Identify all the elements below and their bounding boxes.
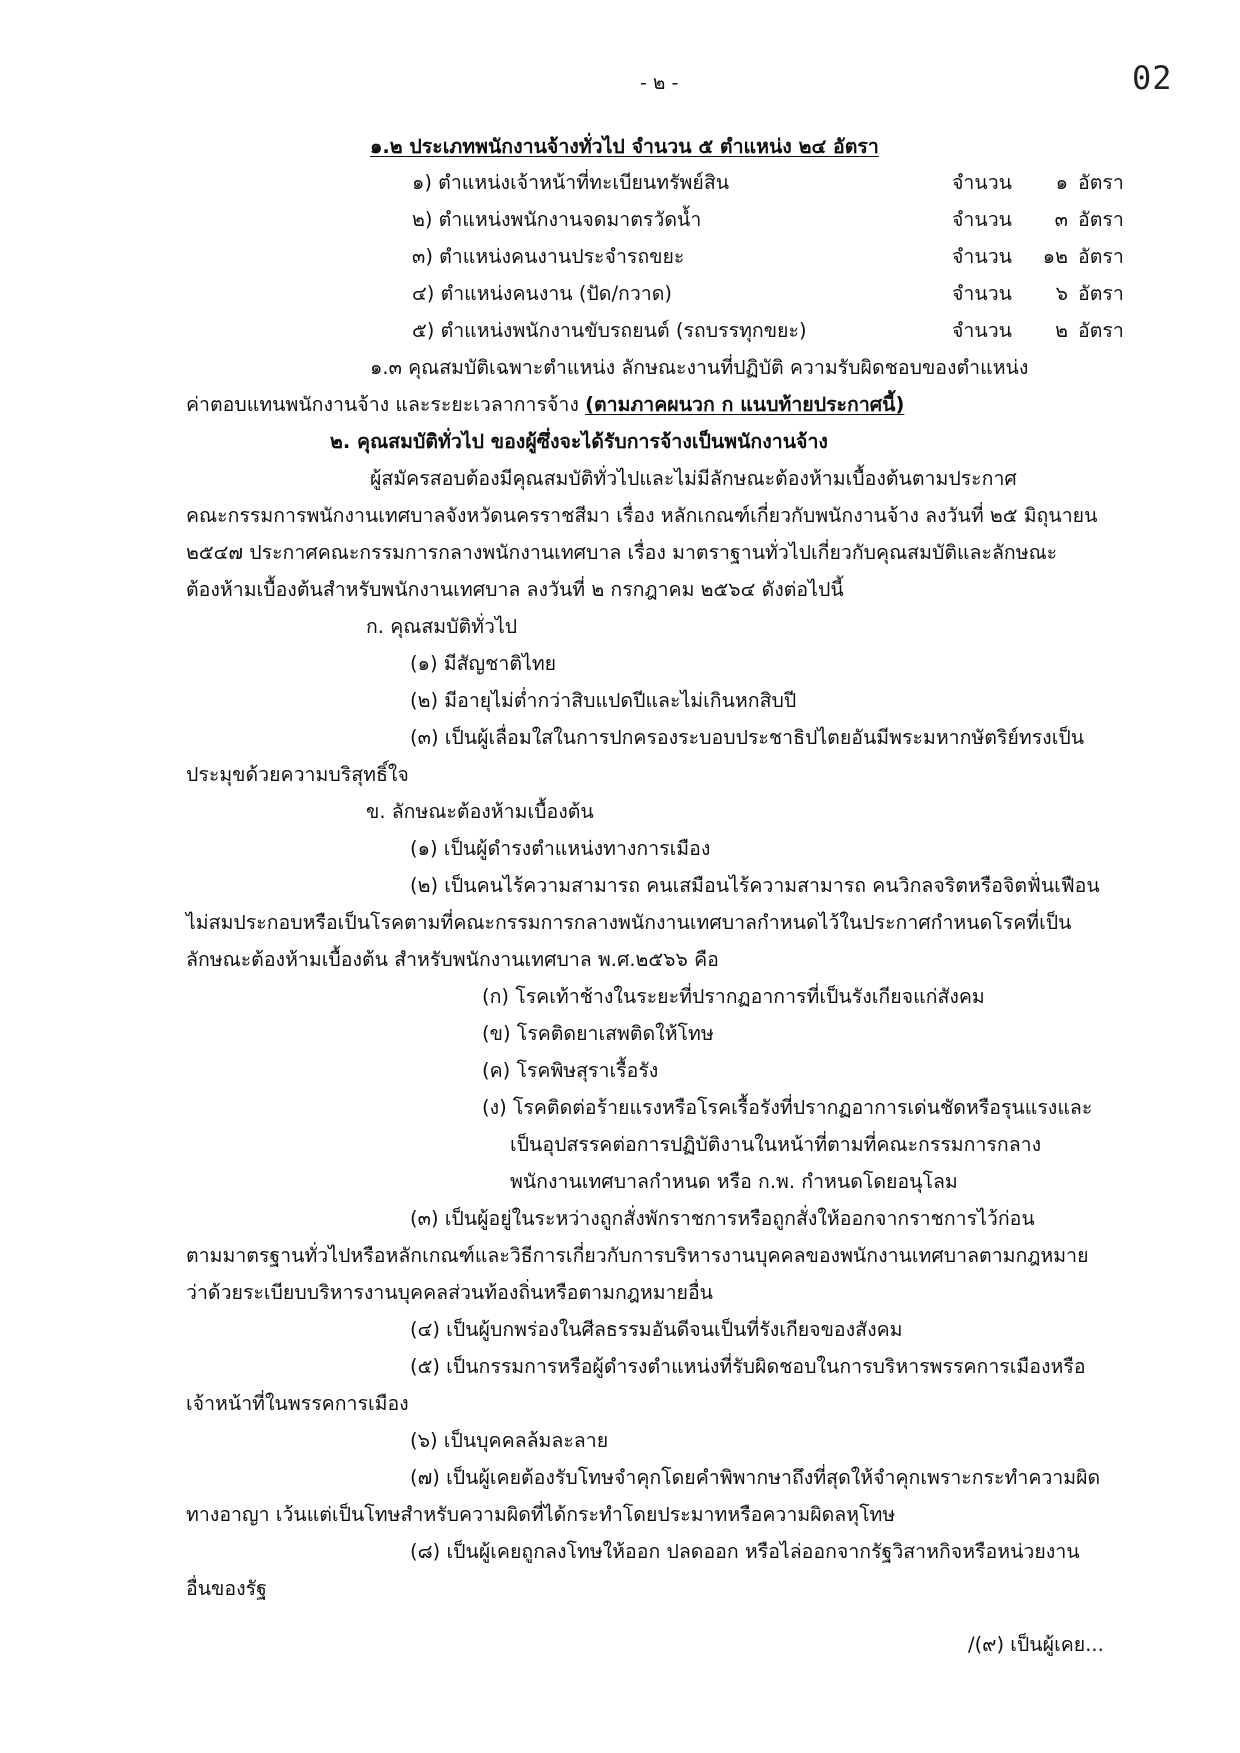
general-item-3-cont: ประมุขด้วยความบริสุทธิ์ใจ	[186, 763, 409, 786]
document-mark: 02	[1132, 59, 1173, 97]
prohibited-item-5: (๕) เป็นกรรมการหรือผู้ดำรงตำแหน่งที่รับผิดชอบในการบริหารพรรคการเมืองหรือ	[410, 1355, 1086, 1378]
prohibited-item-3: (๓) เป็นผู้อยู่ในระหว่างถูกสั่งพักราชการหรือถูกสั่งให้ออกจากราชการไว้ก่อน	[410, 1207, 1035, 1230]
quantity-unit: อัตรา	[1078, 245, 1124, 268]
section-2-intro-line-4: ต้องห้ามเบื้องต้นสำหรับพนักงานเทศบาล ลงวันที่ ๒ กรกฎาคม ๒๕๖๔ ดังต่อไปนี้	[186, 578, 844, 601]
quantity-label: จำนวน	[952, 245, 1012, 268]
quantity-value: ๓	[1054, 208, 1068, 231]
disease-item-d-cont-2: พนักงานเทศบาลกำหนด หรือ ก.พ. กำหนดโดยอนุโลม	[510, 1170, 958, 1193]
general-qualifications-title: ก. คุณสมบัติทั่วไป	[366, 615, 518, 638]
disease-item-c: (ค) โรคพิษสุราเรื้อรัง	[482, 1059, 659, 1082]
quantity-unit: อัตรา	[1078, 282, 1124, 305]
general-item-1: (๑) มีสัญชาติไทย	[410, 652, 557, 675]
prohibited-item-6: (๖) เป็นบุคคลล้มละลาย	[410, 1429, 609, 1452]
prohibited-item-8: (๘) เป็นผู้เคยถูกลงโทษให้ออก ปลดออก หรือไล่ออกจากรัฐวิสาหกิจหรือหน่วยงาน	[410, 1540, 1080, 1563]
quantity-value: ๒	[1055, 319, 1068, 342]
continuation-note: /(๙) เป็นผู้เคย...	[968, 1633, 1104, 1656]
page-number: - ๒ -	[640, 72, 679, 94]
section-2-intro-line-2: คณะกรรมการพนักงานเทศบาลจังหวัดนครราชสีมา เรื่อง หลักเกณฑ์เกี่ยวกับพนักงานจ้าง ลงวันที่ ๒๕ มิถุนายน	[186, 504, 1098, 527]
prohibited-item-1: (๑) เป็นผู้ดำรงตำแหน่งทางการเมือง	[410, 837, 711, 860]
appendix-reference: (ตามภาคผนวก ก แนบท้ายประกาศนี้)	[585, 393, 905, 416]
quantity-unit: อัตรา	[1078, 319, 1124, 342]
position-5-quantity	[952, 316, 1124, 346]
quantity-label: จำนวน	[952, 282, 1012, 305]
quantity-value: ๖	[1055, 282, 1068, 305]
quantity-unit: อัตรา	[1078, 208, 1124, 231]
disease-item-a: (ก) โรคเท้าช้างในระยะที่ปรากฏอาการที่เป็นรังเกียจแก่สังคม	[482, 985, 985, 1008]
position-2-name: ๒) ตำแหน่งพนักงานจดมาตรวัดน้ำ	[412, 208, 702, 231]
section-2-intro-line-1: ผู้สมัครสอบต้องมีคุณสมบัติทั่วไปและไม่มีลักษณะต้องห้ามเบื้องต้นตามประกาศ	[370, 467, 1017, 490]
position-1-name: ๑) ตำแหน่งเจ้าหน้าที่ทะเบียนทรัพย์สิน	[412, 171, 730, 194]
section-2-intro-line-3: ๒๕๔๗ ประกาศคณะกรรมการกลางพนักงานเทศบาล เรื่อง มาตราฐานทั่วไปเกี่ยวกับคุณสมบัติและลักษณะ	[186, 541, 1058, 564]
quantity-label: จำนวน	[952, 319, 1012, 342]
general-item-2: (๒) มีอายุไม่ต่ำกว่าสิบแปดปีและไม่เกินหกสิบปี	[410, 689, 797, 712]
position-3-quantity	[952, 242, 1124, 272]
position-4-name: ๔) ตำแหน่งคนงาน (ปัด/กวาด)	[412, 282, 673, 305]
position-5-name: ๕) ตำแหน่งพนักงานขับรถยนต์ (รถบรรทุกขยะ)	[412, 319, 807, 342]
position-1-quantity	[952, 168, 1124, 198]
section-1-3-text: ค่าตอบแทนพนักงานจ้าง และระยะเวลาการจ้าง	[186, 393, 586, 416]
section-1-3-line-1: ๑.๓ คุณสมบัติเฉพาะตำแหน่ง ลักษณะงานที่ปฏิบัติ ความรับผิดชอบของตำแหน่ง	[370, 356, 1029, 379]
prohibited-item-7-cont: ทางอาญา เว้นแต่เป็นโทษสำหรับความผิดที่ได้กระทำโดยประมาทหรือความผิดลหุโทษ	[186, 1503, 896, 1526]
prohibited-item-4: (๔) เป็นผู้บกพร่องในศีลธรรมอันดีจนเป็นที่รังเกียจของสังคม	[410, 1318, 903, 1341]
section-2-title: ๒. คุณสมบัติทั่วไป ของผู้ซึ่งจะได้รับการจ้างเป็นพนักงานจ้าง	[330, 430, 828, 453]
prohibited-item-3-cont-1: ตามมาตรฐานทั่วไปหรือหลักเกณฑ์และวิธีการเกี่ยวกับการบริหารงานบุคคลของพนักงานเทศบาลตามกฎหมาย	[186, 1244, 1089, 1267]
position-4-quantity	[952, 279, 1124, 309]
position-3-name: ๓) ตำแหน่งคนงานประจำรถขยะ	[412, 245, 685, 268]
disease-item-b: (ข) โรคติดยาเสพติดให้โทษ	[482, 1022, 714, 1045]
disease-item-d-cont-1: เป็นอุปสรรคต่อการปฏิบัติงานในหน้าที่ตามที่คณะกรรมการกลาง	[510, 1133, 1042, 1156]
prohibited-item-2-cont-2: ลักษณะต้องห้ามเบื้องต้น สำหรับพนักงานเทศบาล พ.ศ.๒๕๖๖ คือ	[186, 948, 719, 971]
prohibited-item-5-cont: เจ้าหน้าที่ในพรรคการเมือง	[186, 1392, 409, 1415]
prohibited-item-8-cont: อื่นของรัฐ	[186, 1577, 267, 1600]
quantity-unit: อัตรา	[1078, 171, 1124, 194]
prohibited-item-2: (๒) เป็นคนไร้ความสามารถ คนเสมือนไร้ความสามารถ คนวิกลจริตหรือจิตฟั่นเฟือน	[410, 874, 1100, 897]
prohibited-title: ข. ลักษณะต้องห้ามเบื้องต้น	[366, 800, 594, 823]
general-item-3: (๓) เป็นผู้เลื่อมใสในการปกครองระบอบประชาธิปไตยอันมีพระมหากษัตริย์ทรงเป็น	[410, 726, 1085, 749]
quantity-label: จำนวน	[952, 171, 1012, 194]
section-1-3-line-2	[186, 390, 904, 420]
quantity-label: จำนวน	[952, 208, 1012, 231]
prohibited-item-3-cont-2: ว่าด้วยระเบียบบริหารงานบุคคลส่วนท้องถิ่นหรือตามกฎหมายอื่น	[186, 1281, 714, 1304]
disease-item-d: (ง) โรคติดต่อร้ายแรงหรือโรคเรื้อรังที่ปรากฏอาการเด่นชัดหรือรุนแรงและ	[482, 1096, 1093, 1119]
prohibited-item-2-cont-1: ไม่สมประกอบหรือเป็นโรคตามที่คณะกรรมการกลางพนักงานเทศบาลกำหนดไว้ในประกาศกำหนดโรคที่เป็น	[186, 911, 1072, 934]
position-2-quantity	[952, 205, 1124, 235]
quantity-value: ๑๒	[1042, 245, 1068, 268]
quantity-value: ๑	[1055, 171, 1068, 194]
prohibited-item-7: (๗) เป็นผู้เคยต้องรับโทษจำคุกโดยคำพิพากษาถึงที่สุดให้จำคุกเพราะกระทำความผิด	[410, 1466, 1101, 1489]
section-1-2-title: ๑.๒ ประเภทพนักงานจ้างทั่วไป จำนวน ๕ ตำแหน่ง ๒๔ อัตรา	[370, 135, 879, 158]
